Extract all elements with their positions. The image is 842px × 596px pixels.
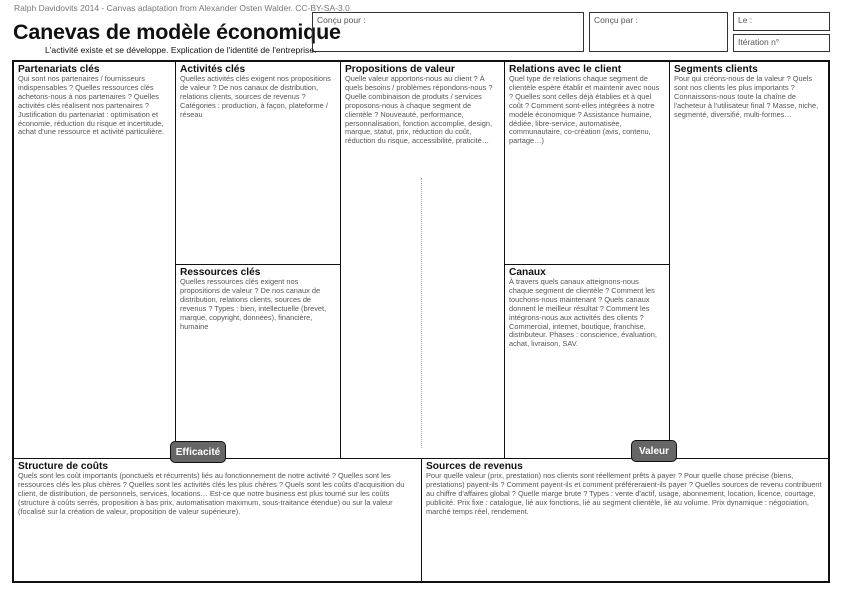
date-field[interactable]: [733, 12, 830, 31]
customer-relationships-title: Relations avec le client: [509, 64, 622, 75]
iteration-field[interactable]: [733, 34, 830, 52]
key-partners-text: Qui sont nos partenaires / fournisseurs indispensables ? Quelles ressources clés achetons-nous à nos partenaires ? Quelles activités clés réalisent nos partenaires ? Justification du partenariat : optimisation et économie, réduction du risque et incertitude, achat d'une ressource et activité particulière.: [18, 74, 165, 137]
key-activities-title: Activités clés: [180, 64, 246, 75]
key-partners-title: Partenariats clés: [18, 64, 100, 75]
block-key-resources[interactable]: [175, 264, 341, 459]
revenue-streams-title: Sources de revenus: [426, 461, 523, 472]
designed-for-label: Conçu pour :: [317, 15, 366, 25]
key-resources-title: Ressources clés: [180, 267, 261, 278]
block-value-propositions[interactable]: [340, 61, 505, 459]
key-activities-text: Quelles activités clés exigent nos propositions de valeur ? De nos canaux de distribution, relations clients, sources de revenus ? Catégories : production, à façon, plateforme / réseau: [180, 74, 331, 119]
page-subtitle: L'activité existe et se développe. Explication de l'identité de l'entreprise.: [45, 45, 317, 55]
cost-structure-title: Structure de coûts: [18, 461, 109, 472]
revenue-streams-text: Pour quelle valeur (prix, prestation) nos clients sont réellement prêts à payer ? Pour quelle chose précise (biens, prestations) payent-ils ? Comment payent-ils et comment préféreraient-ils payer ? Quelles sources de revenu contribuent au chiffre d'affaires global ? Quelle marge brute ? Types : vente d'actif, usage, abonnement, location, licence, courtage, publicité. Prix fixe : catalogue, lié aux fonctions, lié au segment clientèle, lié au volume. Prix dynamique : négociation, marché temps réel, rendement.: [426, 471, 822, 516]
block-customer-segments[interactable]: [669, 61, 829, 459]
block-channels[interactable]: [504, 264, 670, 459]
iteration-label: Itération n°: [738, 37, 780, 47]
efficiency-badge: Efficacité: [170, 441, 226, 463]
block-cost-structure[interactable]: [13, 458, 422, 582]
key-resources-text: Quelles ressources clés exigent nos propositions de valeur ? De nos canaux de distribution, relations clients, sources de revenus ? Types : bien, intellectuelle (brevet, marque, copyright, données), financière, humaine: [180, 277, 327, 331]
block-key-partners[interactable]: [13, 61, 176, 459]
customer-relationships-text: Quel type de relations chaque segment de clientèle espère établir et maintenir avec nous ? Quelles sont celles déjà établies et à quel coût ? Comment sont-elles intégrées à notre modèle économique ? Assistance humaine, dédiée, libre-service, automatisée, communautaire, co-création (avis, contenu, partage…): [509, 74, 660, 146]
block-key-activities[interactable]: [175, 61, 341, 265]
value-badge: Valeur: [631, 440, 677, 462]
date-label: Le :: [738, 15, 753, 25]
designed-by-field[interactable]: [589, 12, 728, 52]
channels-text: À travers quels canaux atteignons-nous chaque segment de clientèle ? Comment les touchons-nous maintenant ? Quels canaux donnent le meilleur résultat ? Comment les intégrons-nous aux activités des clients ? Commercial, internet, boutique, franchise, distributeur. Phases : conscience, évaluation, achat, livraison, SAV.: [509, 277, 657, 349]
block-revenue-streams[interactable]: [421, 458, 829, 582]
customer-segments-text: Pour qui créons-nous de la valeur ? Quels sont nos clients les plus importants ? Connaissons-nous toute la chaîne de l'acheteur à l'utilisateur final ? Masse, niche, segmenté, diversifié, multi-formes…: [674, 74, 819, 119]
value-propositions-title: Propositions de valeur: [345, 64, 455, 75]
designed-by-label: Conçu par :: [594, 15, 638, 25]
value-propositions-text: Quelle valeur apportons-nous au client ? À quels besoins / problèmes répondons-nous ? Quelle combinaison de produits / services proposons-nous à chaque segment de clientèle ? Nouveauté, performance, personnalisation, fonction accomplie, design, marque, statut, prix, réduction du coût, réduction du risque, accessibilité, praticité…: [345, 74, 493, 146]
customer-segments-title: Segments clients: [674, 64, 758, 75]
cost-structure-text: Quels sont les coût importants (ponctuels et récurrents) liés au fonctionnement de notre activité ? Quelles sont les ressources clés les plus chères ? Quelles sont les activités clés les plus chères ? Quels sont les coûts d'acquisition du client, de distribution, de personnels, services, locations… Est-ce que notre business est plus tourné sur les coûts (structure à coûts serrés, proposition à bas prix, automatisation maximum, sous-traitance étendue) ou sur la valeur (focalisé sur la création de valeur, proposition de valeur supérieure).: [18, 471, 405, 516]
credit-line: Ralph Davidovits 2014 - Canvas adaptation from Alexander Osten Walder. CC-BY-SA-3.0: [14, 3, 350, 13]
designed-for-field[interactable]: [312, 12, 584, 52]
page-title: Canevas de modèle économique: [13, 20, 341, 44]
center-divider: [421, 178, 422, 448]
block-customer-relationships[interactable]: [504, 61, 670, 265]
channels-title: Canaux: [509, 267, 546, 278]
